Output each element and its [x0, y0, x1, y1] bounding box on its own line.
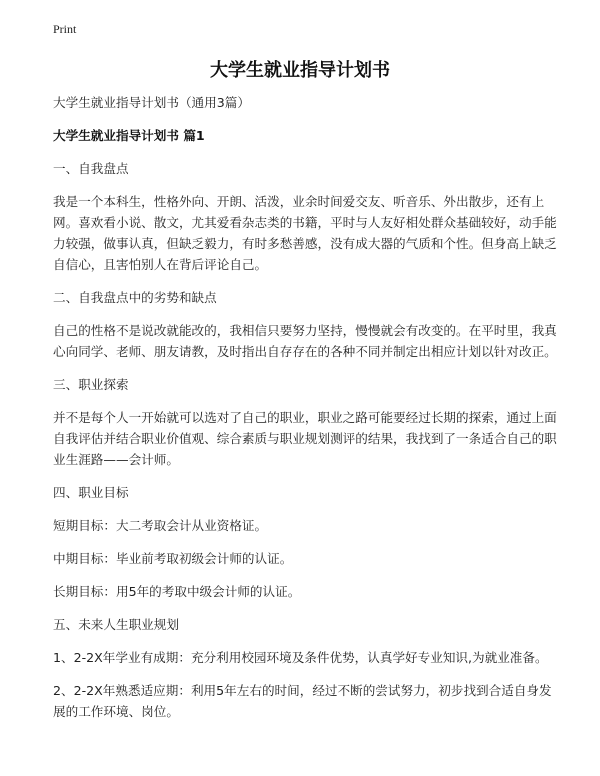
paragraph-weaknesses: 自己的性格不是说改就能改的，我相信只要努力坚持，慢慢就会有改变的。在平时里，我真心向同学、老师、朋友请教，及时指出自存存在的各种不同并制定出相应计划以针对改正。	[53, 323, 557, 359]
section-heading-career-plan: 五、未来人生职业规划	[53, 617, 179, 632]
document-subtitle: 大学生就业指导计划书（通用3篇）	[53, 95, 250, 110]
plan-item-2: 2、2-2X年熟悉适应期：利用5年左右的时间，经过不断的尝试努力，初步找到合适自身发展的工作环境、岗位。	[53, 683, 552, 719]
goal-long-term: 长期目标：用5年的考取中级会计师的认证。	[53, 584, 301, 599]
plan-item-1: 1、2-2X年学业有成期：充分利用校园环境及条件优势，认真学好专业知识,为就业准备。	[53, 650, 548, 665]
document-title: 大学生就业指导计划书	[210, 60, 390, 81]
paragraph-career-exploration: 并不是每个人一开始就可以选对了自己的职业，职业之路可能要经过长期的探索，通过上面自我评估并结合职业价值观、综合素质与职业规划测评的结果，我找到了一条适合自己的职业生涯路——会计师。	[53, 410, 557, 467]
print-link[interactable]: Print	[53, 22, 77, 36]
chapter-heading: 大学生就业指导计划书 篇1	[53, 128, 205, 143]
section-heading-weaknesses: 二、自我盘点中的劣势和缺点	[53, 290, 217, 305]
section-heading-self-assessment: 一、自我盘点	[53, 161, 129, 176]
goal-mid-term: 中期目标：毕业前考取初级会计师的认证。	[53, 551, 293, 566]
section-heading-career-goals: 四、职业目标	[53, 485, 129, 500]
goal-short-term: 短期目标：大二考取会计从业资格证。	[53, 518, 268, 533]
paragraph-self-assessment: 我是一个本科生，性格外向、开朗、活泼，业余时间爱交友、听音乐、外出散步，还有上网。喜欢看小说、散文，尤其爱看杂志类的书籍，平时与人友好相处群众基础较好，动手能力较强，做事认真，但缺乏毅力，有时多愁善感，没有成大器的气质和个性。但身高上缺乏自信心，且害怕别人在背后评论自己。	[53, 194, 557, 272]
document-body	[53, 92, 558, 734]
section-heading-career-exploration: 三、职业探索	[53, 377, 129, 392]
